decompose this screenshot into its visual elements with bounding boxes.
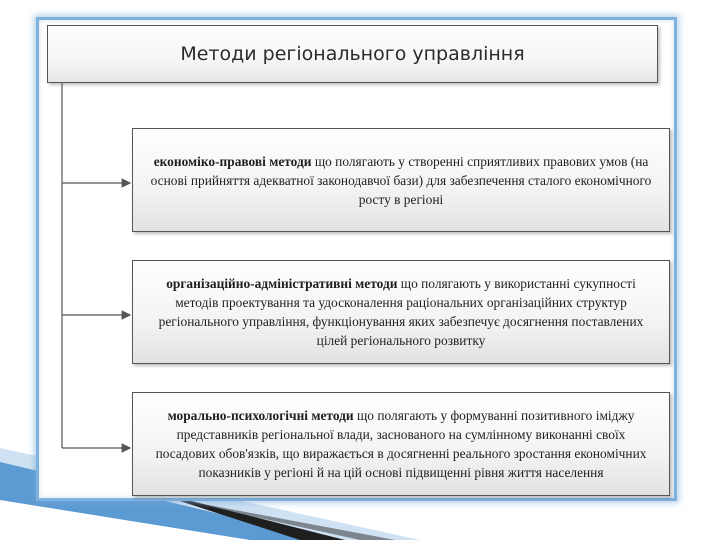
- method-description: [147, 274, 655, 350]
- method-text: що полягають у формуванні позитивного іміджу представників регіональної влади, заснованого на сумлінному виконанні своїх посадових обов'язків, що виражається в досягненні реального зростання економічних показників у регіоні й на цій основі підвищенні рівня життя населення: [155, 408, 647, 480]
- method-box-organizational-administrative: [132, 260, 670, 364]
- method-term: організаційно-адміністративні методи: [166, 276, 398, 291]
- method-box-moral-psychological: [132, 392, 670, 496]
- method-text: що полягають у створенні сприятливих правових умов (на основі прийняття адекватної законодавчої бази) для забезпечення сталого економічного росту в регіоні: [150, 153, 652, 207]
- diagram-title-box: [47, 25, 658, 83]
- method-description: [147, 406, 655, 482]
- method-box-economic-legal: [132, 128, 670, 232]
- diagram-title: Методи регіонального управління: [180, 43, 525, 65]
- method-text: що полягають у використанні сукупності методів проектування та удосконалення раціональних організаційних структур регіонального управління, функціонування яких забезпечує досягнення поставлених цілей регіонального розвитку: [158, 276, 644, 348]
- method-term: економіко-правові методи: [153, 153, 312, 169]
- method-term: морально-психологічні методи: [167, 408, 354, 423]
- method-description: [147, 152, 655, 209]
